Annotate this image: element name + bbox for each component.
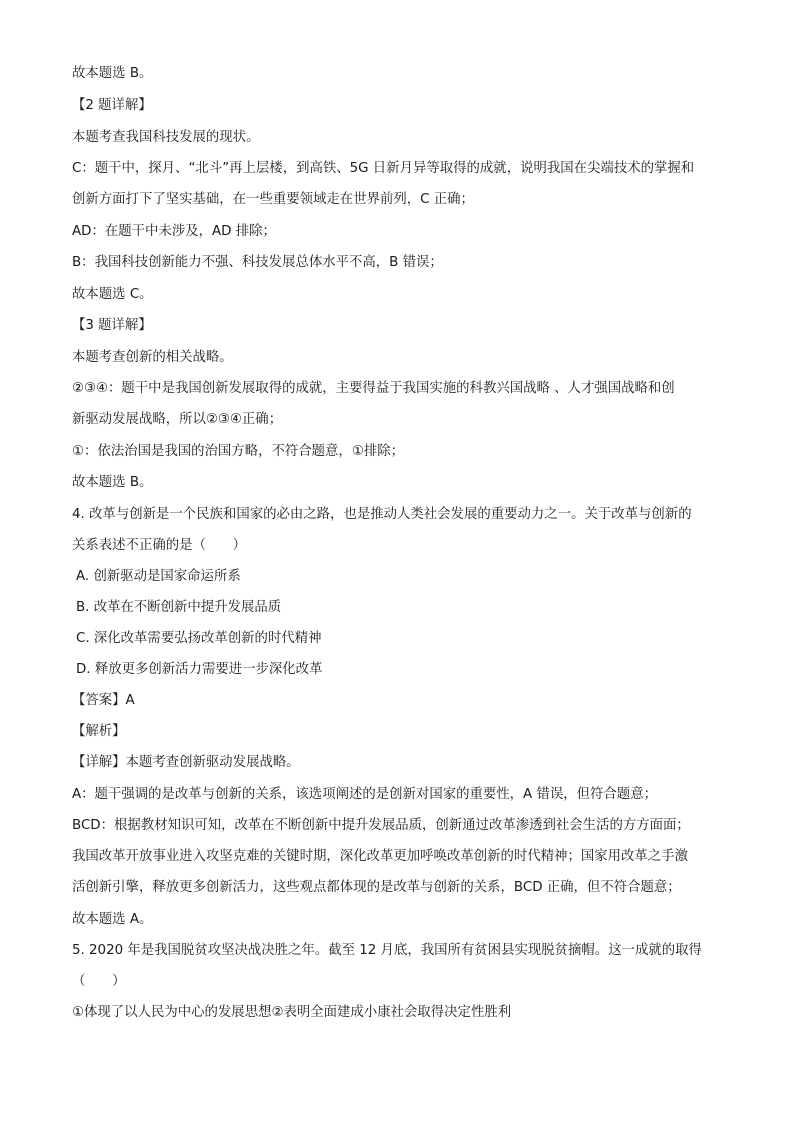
text-line: 故本题选 B。 — [72, 475, 153, 490]
text-line: AD：在题干中未涉及，AD 排除； — [72, 224, 276, 239]
question-text: 关系表述不正确的是（ ） — [72, 538, 247, 553]
option-d: D. 释放更多创新活力需要进一步深化改革 — [76, 662, 323, 677]
option-a: A. 创新驱动是国家命运所系 — [76, 569, 241, 584]
text-line: 我国改革开放事业进入攻坚克难的关键时期，深化改革更加呼唤改革创新的时代精神；国家用改革之手激 — [72, 849, 688, 864]
text-line: A：题干强调的是改革与创新的关系，该选项阐述的是创新对国家的重要性，A 错误，但符合题意； — [72, 787, 657, 802]
text-line: ①：依法治国是我国的治国方略，不符合题意，①排除； — [72, 444, 404, 459]
answer-label: 【答案】A — [72, 693, 135, 708]
text-line: 活创新引擎，释放更多创新活力，这些观点都体现的是改革与创新的关系，BCD 正确，但不符合题意； — [72, 880, 681, 895]
statement-line: ①体现了以人民为中心的发展思想②表明全面建成小康社会取得决定性胜利 — [72, 1005, 512, 1020]
text-line: ②③④：题干中是我国创新发展取得的成就，主要得益于我国实施的科教兴国战略 、人才强国战略和创 — [72, 381, 675, 396]
text-line: BCD：根据教材知识可知，改革在不断创新中提升发展品质，创新通过改革渗透到社会生活的方方面面； — [72, 818, 690, 833]
text-line: 创新方面打下了坚实基础，在一些重要领域走在世界前列，C 正确； — [72, 192, 474, 207]
question-text: 4. 改革与创新是一个民族和国家的必由之路，也是推动人类社会发展的重要动力之一。关于改革与创新的 — [72, 507, 692, 522]
text-line: 【详解】本题考查创新驱动发展战略。 — [72, 755, 300, 770]
text-line: 故本题选 B。 — [72, 66, 153, 81]
text-line: 新驱动发展战略，所以②③④正确； — [72, 412, 283, 427]
text-line: B：我国科技创新能力不强、科技发展总体水平不高，B 错误； — [72, 255, 443, 270]
section-heading: 【3 题详解】 — [72, 318, 152, 333]
analysis-heading: 【解析】 — [72, 724, 126, 739]
text-line: 故本题选 A。 — [72, 912, 153, 927]
option-b: B. 改革在不断创新中提升发展品质 — [76, 600, 282, 615]
text-line: 本题考查创新的相关战略。 — [72, 350, 233, 365]
question-text: （ ） — [72, 974, 126, 989]
text-line: 本题考查我国科技发展的现状。 — [72, 130, 260, 145]
question-text: 5. 2020 年是我国脱贫攻坚决战决胜之年。截至 12 月底，我国所有贫困县实现脱贫摘帽。这一成就的取得 — [72, 943, 702, 958]
option-c: C. 深化改革需要弘扬改革创新的时代精神 — [76, 631, 322, 646]
section-heading: 【2 题详解】 — [72, 98, 152, 113]
text-line: 故本题选 C。 — [72, 287, 153, 302]
text-line: C：题干中，探月、“北斗”再上层楼，到高铁、5G 日新月异等取得的成就，说明我国在尖端技术的掌握和 — [72, 161, 695, 176]
